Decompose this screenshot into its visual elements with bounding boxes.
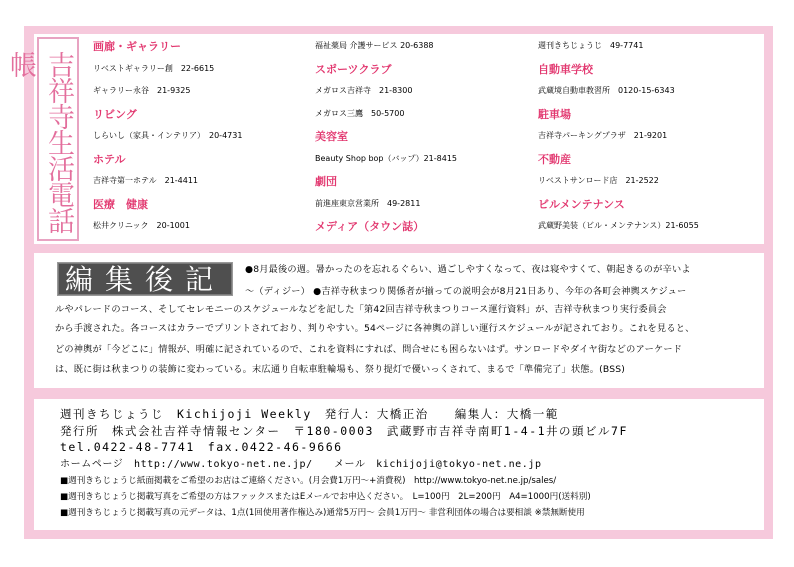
directory-category: スポーツクラブ <box>315 62 392 76</box>
afterword-line: どの神輿が「今どこに」情報が、明確に記されているので、これを資料にすれば、問合せにも困らないはず。サンロードやダイヤ街などのアーケード <box>55 344 683 355</box>
directory-entry: 武蔵境自動車教習所 0120-15-6343 <box>538 86 675 95</box>
directory-entry: しらいし（家具・インテリア） 20-4731 <box>93 131 243 140</box>
homepage-email-line: ホームページ http://www.tokyo-net.ne.jp/ メール kichijoji@tokyo-net.ne.jp <box>60 459 542 470</box>
afterword-title: 編集後記 <box>57 262 233 296</box>
afterword-line: ●8月最後の週。暑かったのを忘れるぐらい、過ごしやすくなって、夜は寝やすくて、朝起きるのが辛いよ <box>245 264 691 275</box>
vertical-title: 吉祥寺生活電話帳 <box>5 51 74 233</box>
directory-entry: 吉祥寺第一ホテル 21-4411 <box>93 176 199 185</box>
notice-line: ■週刊きちじょうじ掲載写真の元データは、1点(1回使用著作権込み)通常5万円～ 会員1万円～ 非営利団体の場合は要相談 ※禁無断使用 <box>60 508 585 518</box>
directory-category: メディア（タウン誌） <box>315 220 425 233</box>
directory-category: 劇団 <box>315 175 337 188</box>
address-line: 発行所 株式会社吉祥寺情報センター 〒180-0003 武蔵野市吉祥寺南町1-4-1井の頭ビル7F <box>60 424 628 438</box>
notice-line: ■週刊きちじょうじ紙面掲載をご希望のお店はご連絡ください。(月会費1万円～+消費税) http://www.tokyo-net.ne.jp/sales/ <box>60 476 557 486</box>
directory-category: 医療 健康 <box>93 197 148 211</box>
directory-entry: 週刊きちじょうじ 49-7741 <box>538 41 644 50</box>
phone-fax-line: tel.0422-48-7741 fax.0422-46-9666 <box>60 440 343 454</box>
directory-entry: 松井クリニック 20-1001 <box>93 221 190 230</box>
directory-entry: メガロス三鷹 50-5700 <box>315 108 405 118</box>
directory-entry: リベストサンロード店 21-2522 <box>538 176 659 185</box>
directory-category: 画廊・ギャラリー <box>93 40 181 53</box>
directory-entry: ギャラリー永谷 21-9325 <box>93 86 191 95</box>
afterword-line: ～（ディジー） ●吉祥寺秋まつり関係者が揃っての説明会が8月21日あり、今年の各町会神輿スケジュー <box>245 286 687 297</box>
afterword-line: から手渡された。各コースはカラーでプリントされており、判りやすい。54ページに各神輿の詳しい運行スケジュールが記されており。これを見ると、 <box>55 323 695 334</box>
directory-category: リビング <box>93 107 137 121</box>
afterword-line: ルやパレードのコース、そしてセレモニーのスケジュールなどを記した「第42回吉祥寺秋まつりコース運行資料」が、吉祥寺秋まつり実行委員会 <box>55 304 667 315</box>
directory-entry: Beauty Shop bop（バップ）21-8415 <box>315 153 458 163</box>
directory-entry: 吉祥寺パーキングプラザ 21-9201 <box>538 131 668 140</box>
publisher-line: 週刊きちじょうじ Kichijoji Weekly 発行人：大橋正治 編集人：大橋一範 <box>60 407 559 421</box>
directory-category: 駐車場 <box>538 107 571 121</box>
vertical-title-box <box>5 37 79 241</box>
directory-entry: リベストギャラリー創 22-6615 <box>93 63 215 73</box>
directory-entry: 武蔵野美装（ビル・メンテナンス）21-6055 <box>538 221 699 230</box>
directory-category: 自動車学校 <box>538 62 593 76</box>
directory-category: ビルメンテナンス <box>538 197 625 211</box>
directory-entry: メガロス吉祥寺 21-8300 <box>315 86 413 95</box>
directory-category: ホテル <box>93 152 126 166</box>
afterword-line: は、既に街は秋まつりの装飾に変わっている。末広通り自転車駐輪場も、祭り提灯で優いっくされて、まるで「準備完了」状態。(BSS) <box>55 364 626 375</box>
directory-category: 不動産 <box>538 152 571 166</box>
notice-line: ■週刊きちじょうじ掲載写真をご希望の方はファックスまたはEメールでお申込ください。 L=100円 2L=200円 A4=1000円(送料別) <box>60 492 591 502</box>
directory-entry: 福祉薬局 介護サービス 20-6388 <box>315 41 434 50</box>
directory-entry: 前進座東京営業所 49-2811 <box>315 198 421 208</box>
directory-category: 美容室 <box>315 130 348 143</box>
